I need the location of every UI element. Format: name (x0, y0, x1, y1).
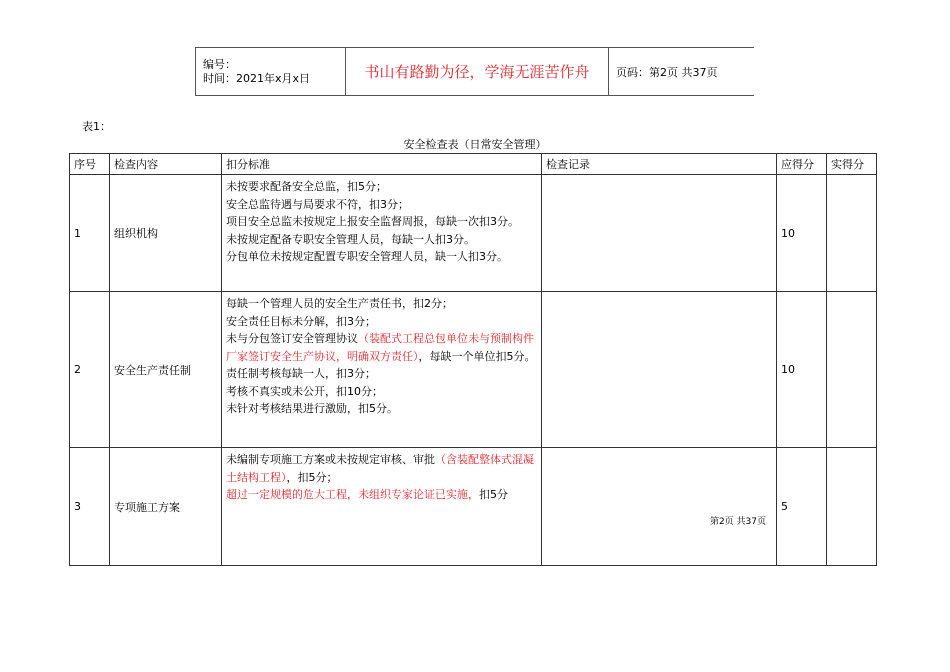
table-row (70, 448, 877, 566)
table-header-row (70, 154, 877, 175)
row-record[interactable] (542, 175, 777, 292)
time-line (203, 72, 345, 86)
criteria-highlight: （含装配整体式混凝土结构工程） (226, 453, 534, 484)
criteria-text: ，每缺一个单位扣5分。 (418, 349, 536, 363)
page-value: 第2页 共37页 (649, 65, 718, 79)
criteria-text: ，扣5分； (286, 470, 338, 484)
header-meta-cell (196, 48, 346, 96)
criteria-item (226, 486, 537, 504)
row-content: 组织机构 (110, 175, 222, 292)
criteria-item (226, 330, 537, 365)
criteria-item: 每缺一个管理人员的安全生产责任书，扣2分； (226, 297, 453, 310)
table-caption: 表1： (82, 120, 111, 133)
row-score: 5 (777, 448, 827, 566)
criteria-item: 未针对考核结果进行激励，扣5分。 (226, 402, 398, 415)
motto: 书山有路勤为径，学海无涯苦作舟 (346, 48, 609, 96)
criteria-highlight: （装配式工程总包单位未与预制构件厂家签订安全生产协议，明确双方责任） (226, 332, 534, 363)
criteria-text: 未与分包签订安全管理协议 (226, 332, 358, 345)
row-no: 3 (70, 448, 110, 566)
time-label: 时间： (203, 71, 236, 85)
col-header-content: 检查内容 (110, 154, 222, 175)
table-row (70, 175, 877, 292)
row-record[interactable] (542, 292, 777, 448)
row-actual[interactable] (827, 175, 877, 292)
header-page-cell (609, 48, 755, 96)
criteria-item (226, 451, 537, 486)
page-footer: 第2页 共37页 (709, 517, 766, 527)
time-value: 2021年x月x日 (236, 71, 311, 85)
code-label: 编号： (203, 57, 236, 71)
row-score: 10 (777, 292, 827, 448)
criteria-item: 未按规定配备专职安全管理人员，每缺一人扣3分。 (226, 232, 475, 246)
page-label: 页码： (616, 65, 649, 79)
row-actual[interactable] (827, 292, 877, 448)
criteria-item: 责任制考核每缺一人，扣3分； (226, 367, 376, 380)
criteria-item: 项目安全总监未按规定上报安全监督周报，每缺一次扣3分。 (226, 215, 519, 228)
col-header-no: 序号 (70, 154, 110, 175)
criteria-item: 安全责任目标未分解，扣3分； (226, 314, 376, 328)
criteria-item: 未按要求配备安全总监，扣5分； (226, 180, 387, 193)
row-content: 专项施工方案 (110, 448, 222, 566)
criteria-item: 考核不真实或未公开，扣10分； (226, 384, 383, 398)
criteria-item: 分包单位未按规定配置专职安全管理人员，缺一人扣3分。 (226, 250, 508, 263)
row-no: 1 (70, 175, 110, 292)
safety-check-table (69, 153, 877, 566)
row-criteria (222, 448, 542, 566)
criteria-highlight: 超过一定规模的危大工程，未组织专家论证已实施， (226, 488, 479, 501)
document-header (195, 47, 754, 96)
col-header-actual: 实得分 (827, 154, 877, 175)
table-row (70, 292, 877, 448)
row-record[interactable] (542, 448, 777, 566)
row-criteria (222, 175, 542, 292)
criteria-item: 安全总监待遇与局要求不符，扣3分； (226, 197, 409, 211)
col-header-record: 检查记录 (542, 154, 777, 175)
row-content: 安全生产责任制 (110, 292, 222, 448)
row-no: 2 (70, 292, 110, 448)
row-criteria (222, 292, 542, 448)
criteria-text: 未编制专项施工方案或未按规定审核、审批 (226, 453, 435, 466)
criteria-text: 扣5分 (479, 488, 508, 501)
row-score: 10 (777, 175, 827, 292)
col-header-criteria: 扣分标准 (222, 154, 542, 175)
table-title: 安全检查表（日常安全管理） (403, 138, 547, 151)
row-actual[interactable] (827, 448, 877, 566)
col-header-score: 应得分 (777, 154, 827, 175)
